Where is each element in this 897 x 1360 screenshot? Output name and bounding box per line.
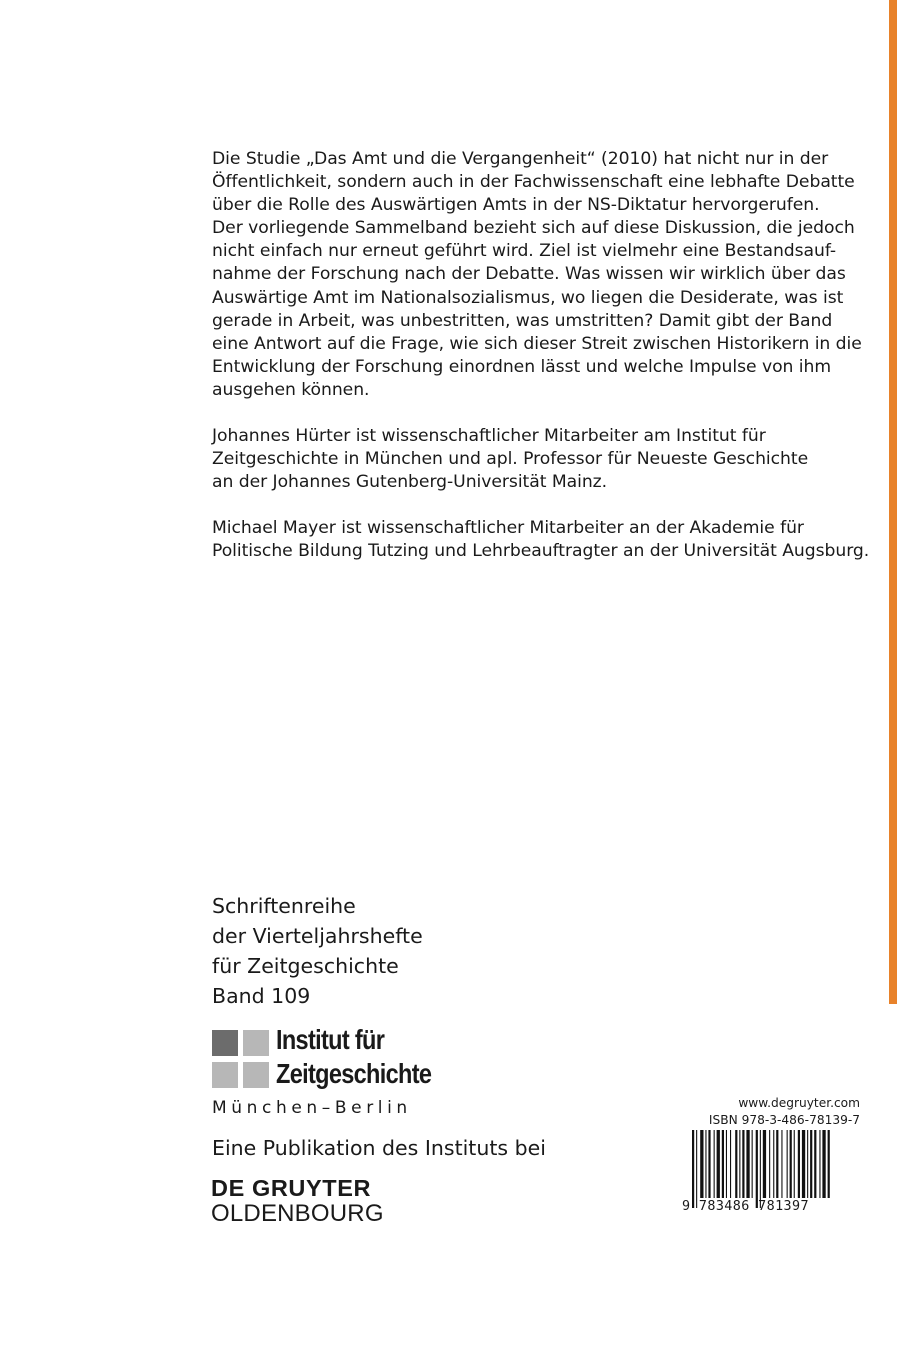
barcode-bar	[752, 1130, 753, 1198]
barcode-bar	[769, 1130, 770, 1198]
barcode-bar	[739, 1130, 740, 1198]
series-info	[212, 891, 423, 1011]
blurb-line: Die Studie „Das Amt und die Vergangenheit“ (2010) hat nicht nur in der	[212, 149, 829, 169]
blurb-line: Michael Mayer ist wissenschaftlicher Mitarbeiter an der Akademie für	[212, 518, 804, 539]
blurb-line: nicht einfach nur erneut geführt wird. Ziel ist vielmehr eine Bestandsauf-	[212, 241, 837, 262]
blurb-line: eine Antwort auf die Frage, wie sich dieser Streit zwischen Historikern in die	[212, 333, 862, 354]
barcode-bar	[742, 1130, 744, 1198]
publisher-logo-line2: OLDENBOURG	[211, 1200, 384, 1227]
series-line: für Zeitgeschichte	[212, 954, 399, 978]
blurb-paragraph-description	[212, 148, 862, 402]
publisher-logo-line1: DE GRUYTER	[211, 1175, 372, 1201]
barcode-bar	[776, 1130, 778, 1198]
barcode-bar	[763, 1130, 766, 1198]
barcode-bar	[760, 1130, 761, 1208]
barcode-bar	[756, 1130, 758, 1208]
blurb-line: Der vorliegende Sammelband bezieht sich auf diese Diskussion, die jedoch	[212, 218, 855, 239]
barcode-bar	[746, 1130, 749, 1198]
barcode-bar	[726, 1130, 727, 1198]
institute-logo-city: München–Berlin	[212, 1098, 412, 1118]
barcode-bar	[781, 1130, 782, 1198]
barcode-bar	[714, 1130, 715, 1198]
blurb-line: Entwicklung der Forschung einordnen lässt und welche Impulse von ihm	[212, 356, 832, 377]
barcode-bar	[705, 1130, 706, 1198]
barcode-bar	[814, 1130, 816, 1198]
blurb-line: Öffentlichkeit, sondern auch in der Fachwissenschaft eine lebhafte Debatte	[212, 172, 855, 193]
blurb-line: nahme der Forschung nach der Debatte. Was wissen wir wirklich über das	[212, 264, 846, 285]
barcode-bar	[700, 1130, 703, 1198]
ean-digits: 9 783486 781397	[682, 1199, 809, 1214]
blurb-line: Auswärtige Amt im Nationalsozialismus, wo liegen die Desiderate, was ist	[212, 287, 844, 308]
barcode-bar	[798, 1130, 800, 1198]
barcode-bar	[735, 1130, 737, 1198]
spine-accent-bar	[889, 0, 897, 1004]
barcode-bar	[730, 1130, 731, 1198]
institute-logo	[212, 1024, 492, 1122]
series-volume: Band 109	[212, 984, 311, 1008]
publication-note: Eine Publikation des Instituts bei	[212, 1136, 546, 1160]
barcode-bar	[819, 1130, 820, 1198]
barcode-bar	[828, 1130, 830, 1198]
blurb-line: Johannes Hürter ist wissenschaftlicher Mitarbeiter am Institut für	[212, 426, 766, 447]
barcode-bar	[810, 1130, 812, 1198]
publisher-website: www.degruyter.com	[738, 1096, 860, 1110]
barcode-bar	[696, 1130, 697, 1208]
blurb-line: gerade in Arbeit, was unbestritten, was umstritten? Damit gibt der Band	[212, 310, 833, 331]
blurb-line: Zeitgeschichte in München und apl. Professor für Neueste Geschichte	[212, 449, 809, 470]
barcode-bar	[787, 1130, 788, 1198]
barcode-bar	[802, 1130, 805, 1198]
barcode-bar	[794, 1130, 795, 1198]
barcode-bar	[822, 1130, 825, 1198]
blurb-line: über die Rolle des Auswärtigen Amts in der NS-Diktatur hervorgerufen.	[212, 195, 820, 216]
blurb-line: Politische Bildung Tutzing und Lehrbeauftragter an der Universität Augsburg.	[212, 541, 870, 562]
isbn-number: ISBN 978-3-486-78139-7	[708, 1113, 860, 1127]
barcode-bar	[722, 1130, 724, 1198]
institute-logo-squares-icon	[212, 1030, 270, 1090]
blurb-line: an der Johannes Gutenberg-Universität Mainz.	[212, 472, 608, 493]
barcode-bar	[708, 1130, 710, 1198]
barcode-block	[680, 1096, 860, 1226]
blurb-paragraph-editor-huerter	[212, 425, 862, 494]
publisher-logo	[211, 1176, 384, 1227]
back-cover-blurb	[212, 148, 870, 587]
barcode-bar	[692, 1130, 694, 1208]
series-line: der Vierteljahrshefte	[212, 924, 423, 948]
blurb-paragraph-editor-mayer	[212, 517, 870, 563]
blurb-line: ausgehen können.	[212, 379, 370, 400]
series-line: Schriftenreihe	[212, 894, 356, 918]
barcode-bar	[790, 1130, 792, 1198]
institute-logo-name: Institut für Zeitgeschichte	[276, 1024, 432, 1089]
barcode-bar	[807, 1130, 808, 1198]
barcode-bar	[773, 1130, 774, 1198]
barcode-bar	[717, 1130, 720, 1198]
